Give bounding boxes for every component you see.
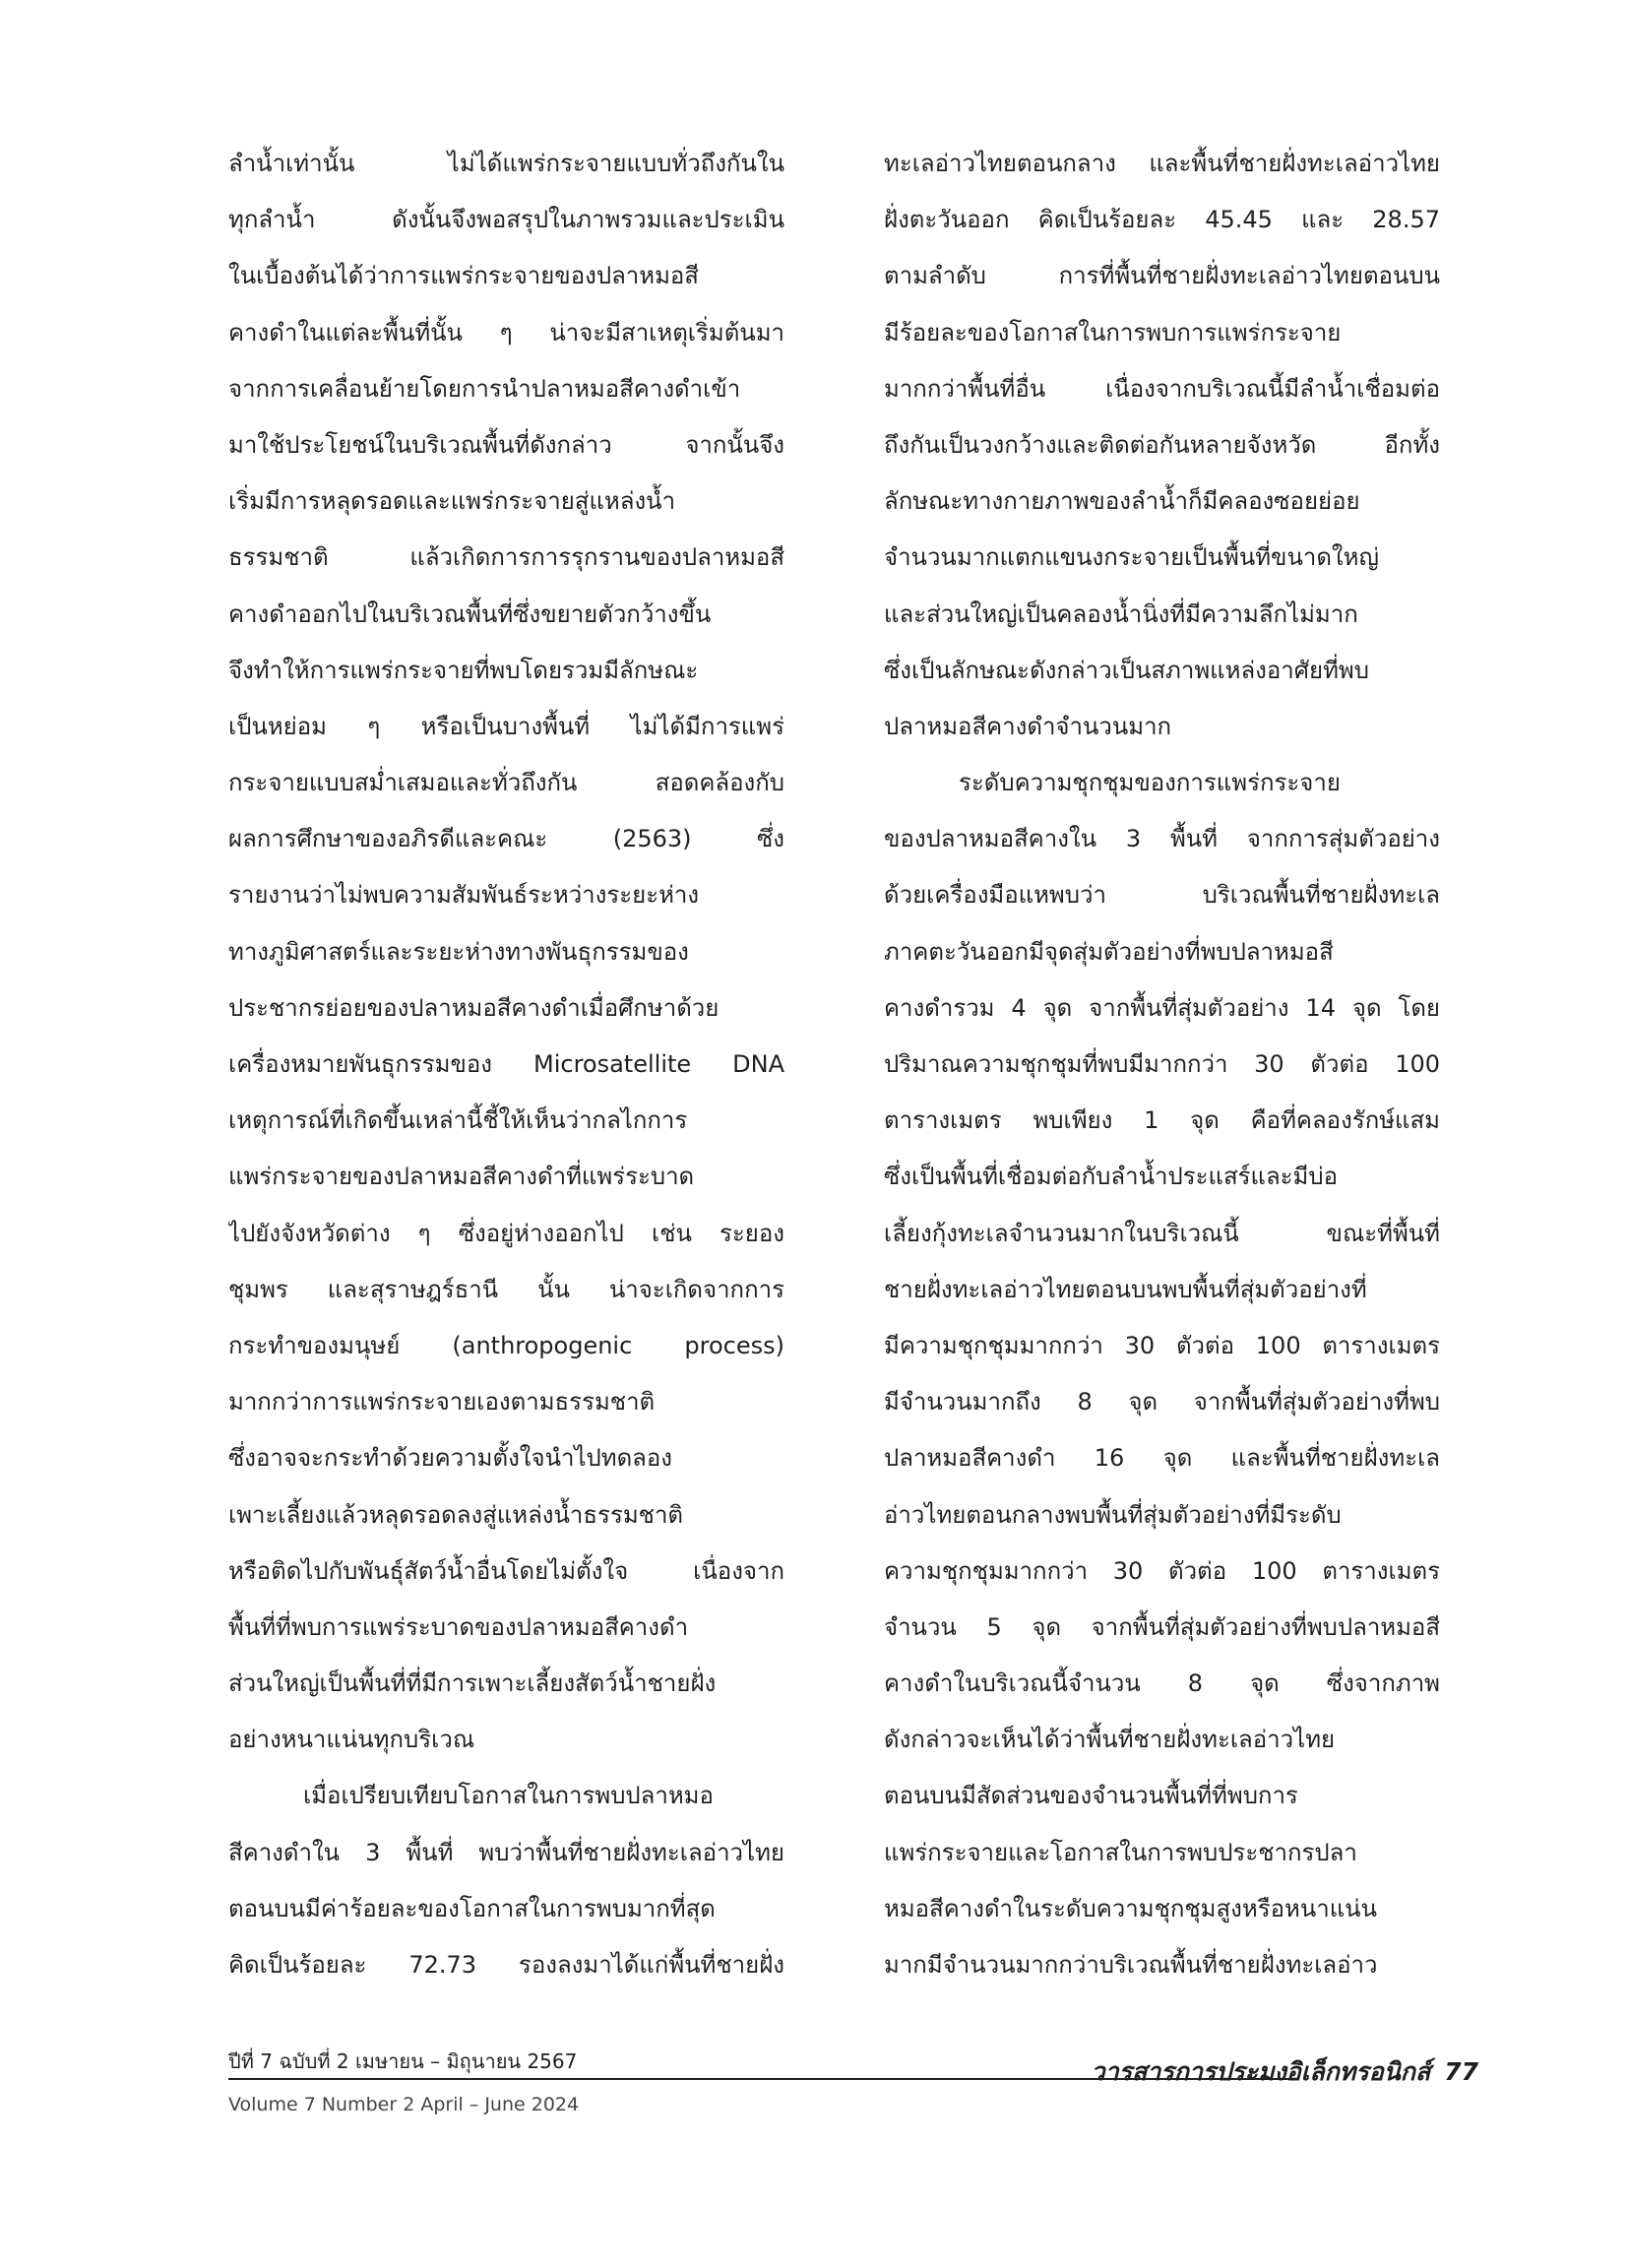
left-text-column	[228, 136, 784, 1993]
text-line: คางดำรวม 4 จุด จากพื้นที่สุ่มตัวอย่าง 14 จุด โดย	[884, 993, 1440, 1022]
text-line: จึงทำให้การแพร่กระจายที่พบโดยรวมมีลักษณะ	[228, 656, 699, 684]
text-line: หมอสีคางดำในระดับความชุกชุมสูงหรือหนาแน่น	[884, 1894, 1377, 1922]
text-line: รายงานว่าไม่พบความสัมพันธ์ระหว่างระยะห่าง	[228, 881, 700, 910]
text-line: คางดำในบริเวณนี้จำนวน 8 จุด ซึ่งจากภาพ	[884, 1670, 1440, 1698]
text-line: มาใช้ประโยชน์ในบริเวณพื้นที่ดังกล่าว จากนั้นจึง	[228, 430, 784, 459]
text-line: ทุกลำน้ำ ดังนั้นจึงพอสรุปในภาพรวมและประเมิน	[228, 206, 784, 234]
paragraph-end-line: ปลาหมอสีคางดำจำนวนมาก	[884, 712, 1172, 740]
text-line: ตามลำดับ การที่พื้นที่ชายฝั่งทะเลอ่าวไทยตอนบน	[884, 262, 1440, 290]
text-line: ของปลาหมอสีคางใน 3 พื้นที่ จากการสุ่มตัวอย่าง	[884, 825, 1440, 853]
volume-issue-thai: ปีที่ 7 ฉบับที่ 2 เมษายน – มิถุนายน 2567	[228, 2049, 578, 2073]
paragraph-end-line: อย่างหนาแน่นทุกบริเวณ	[228, 1726, 475, 1754]
text-line: พื้นที่ที่พบการแพร่ระบาดของปลาหมอสีคางดำ	[228, 1612, 689, 1641]
text-line: ทางภูมิศาสตร์และระยะห่างทางพันธุกรรมของ	[228, 937, 689, 966]
text-line: ไปยังจังหวัดต่าง ๆ ซึ่งอยู่ห่างออกไป เช่น ระยอง	[228, 1219, 784, 1247]
text-line: มากมีจำนวนมากกว่าบริเวณพื้นที่ชายฝั่งทะเลอ่าว	[884, 1951, 1378, 1979]
right-text-column	[884, 136, 1440, 1993]
text-line: กระจายแบบสม่ำเสมอและทั่วถึงกัน สอดคล้องกับ	[228, 769, 784, 797]
text-line: ในเบื้องต้นได้ว่าการแพร่กระจายของปลาหมอสี	[228, 262, 699, 290]
text-line: มากกว่าการแพร่กระจายเองตามธรรมชาติ	[228, 1388, 656, 1417]
text-line: ปริมาณความชุกชุมที่พบมีมากกว่า 30 ตัวต่อ 100	[884, 1050, 1440, 1078]
text-line: มีร้อยละของโอกาสในการพบการแพร่กระจาย	[884, 318, 1342, 346]
text-line: ทะเลอ่าวไทยตอนกลาง และพื้นที่ชายฝั่งทะเลอ่าวไทย	[884, 150, 1440, 177]
text-line: มากกว่าพื้นที่อื่น เนื่องจากบริเวณนี้มีลำน้ำเชื่อมต่อ	[884, 374, 1440, 403]
text-line: สีคางดำใน 3 พื้นที่ พบว่าพื้นที่ชายฝั่งทะเลอ่าวไทย	[228, 1838, 784, 1866]
text-line: เพาะเลี้ยงแล้วหลุดรอดลงสู่แหล่งน้ำธรรมชาติ	[228, 1500, 684, 1529]
text-line: เหตุการณ์ที่เกิดขึ้นเหล่านี้ชี้ให้เห็นว่ากลไกการ	[228, 1106, 688, 1135]
text-line: ผลการศึกษาของอภิรดีและคณะ (2563) ซึ่ง	[228, 825, 784, 853]
text-line: ฝั่งตะวันออก คิดเป็นร้อยละ 45.45 และ 28.57	[884, 206, 1440, 234]
text-line: คางดำออกไปในบริเวณพื้นที่ซึ่งขยายตัวกว้างขึ้น	[228, 599, 712, 628]
page-footer	[228, 2048, 1478, 2126]
paragraph-first-line: เมื่อเปรียบเทียบโอกาสในการพบปลาหมอ	[303, 1782, 714, 1810]
text-line: ปลาหมอสีคางดำ 16 จุด และพื้นที่ชายฝั่งทะเล	[884, 1444, 1440, 1473]
text-line: ถึงกันเป็นวงกว้างและติดต่อกันหลายจังหวัด อีกทั้ง	[884, 430, 1440, 459]
text-line: แพร่กระจายและโอกาสในการพบประชากรปลา	[884, 1838, 1357, 1866]
text-line: มีความชุกชุมมากกว่า 30 ตัวต่อ 100 ตารางเมตร	[884, 1331, 1440, 1359]
paragraph-first-line: ระดับความชุกชุมของการแพร่กระจาย	[959, 769, 1341, 797]
text-line: คิดเป็นร้อยละ 72.73 รองลงมาได้แก่พื้นที่ชายฝั่ง	[228, 1951, 784, 1979]
text-line: ซึ่งเป็นลักษณะดังกล่าวเป็นสภาพแหล่งอาศัยที่พบ	[884, 656, 1369, 684]
text-line: แพร่กระจายของปลาหมอสีคางดำที่แพร่ระบาด	[228, 1163, 695, 1191]
text-line: ลักษณะทางกายภาพของลำน้ำก็มีคลองซอยย่อย	[884, 487, 1360, 516]
text-line: ด้วยเครื่องมือแหพบว่า บริเวณพื้นที่ชายฝั่งทะเล	[884, 881, 1440, 910]
text-line: ความชุกชุมมากกว่า 30 ตัวต่อ 100 ตารางเมตร	[884, 1556, 1440, 1585]
volume-issue-english: Volume 7 Number 2 April – June 2024	[228, 2094, 580, 2115]
text-line: ซึ่งเป็นพื้นที่เชื่อมต่อกับลำน้ำประแสร์และมีบ่อ	[884, 1163, 1339, 1191]
text-line: ตารางเมตร พบเพียง 1 จุด คือที่คลองรักษ์แสม	[884, 1106, 1440, 1135]
text-line: ลำน้ำเท่านั้น ไม่ได้แพร่กระจายแบบทั่วถึงกันใน	[228, 150, 784, 177]
text-line: และส่วนใหญ่เป็นคลองน้ำนิ่งที่มีความลึกไม่มาก	[884, 599, 1358, 628]
text-line: ซึ่งอาจจะกระทำด้วยความตั้งใจนำไปทดลอง	[228, 1444, 672, 1473]
text-line: ส่วนใหญ่เป็นพื้นที่ที่มีการเพาะเลี้ยงสัตว์น้ำชายฝั่ง	[228, 1670, 717, 1698]
text-line: ชายฝั่งทะเลอ่าวไทยตอนบนพบพื้นที่สุ่มตัวอย่างที่	[884, 1275, 1367, 1303]
text-line: ชุมพร และสุราษฎร์ธานี นั้น น่าจะเกิดจากการ	[228, 1275, 784, 1303]
text-line: เครื่องหมายพันธุกรรมของ Microsatellite DNA	[228, 1050, 784, 1078]
journal-name: วารสารการประมงอิเล็กทรอนิกส์	[1091, 2057, 1431, 2086]
text-line: กระทำของมนุษย์ (anthropogenic process)	[228, 1331, 784, 1359]
text-line: ดังกล่าวจะเห็นได้ว่าพื้นที่ชายฝั่งทะเลอ่าวไทย	[884, 1726, 1336, 1754]
text-line: จำนวน 5 จุด จากพื้นที่สุ่มตัวอย่างที่พบปลาหมอสี	[884, 1612, 1440, 1641]
text-line: ธรรมชาติ แล้วเกิดการการรุกรานของปลาหมอสี	[228, 543, 784, 572]
text-line: จำนวนมากแตกแขนงกระจายเป็นพื้นที่ขนาดใหญ่	[884, 543, 1379, 572]
text-line: ตอนบนมีค่าร้อยละของโอกาสในการพบมากที่สุด	[228, 1894, 716, 1922]
text-line: ประชากรย่อยของปลาหมอสีคางดำเมื่อศึกษาด้วย	[228, 993, 720, 1022]
text-line: ภาคตะวันออกมีจุดสุ่มตัวอย่างที่พบปลาหมอสี	[884, 937, 1334, 966]
text-line: เป็นหย่อม ๆ หรือเป็นบางพื้นที่ ไม่ได้มีการแพร่	[228, 712, 784, 740]
text-line: เริ่มมีการหลุดรอดและแพร่กระจายสู่แหล่งน้ำ	[228, 487, 676, 516]
page-number: 77	[1444, 2057, 1478, 2086]
text-line: จากการเคลื่อนย้ายโดยการนำปลาหมอสีคางดำเข้า	[228, 374, 741, 403]
text-line: คางดำในแต่ละพื้นที่นั้น ๆ น่าจะมีสาเหตุเริ่มต้นมา	[228, 318, 784, 346]
text-line: หรือติดไปกับพันธุ์สัตว์น้ำอื่นโดยไม่ตั้งใจ เนื่องจาก	[228, 1556, 784, 1585]
text-line: ตอนบนมีสัดส่วนของจำนวนพื้นที่ที่พบการ	[884, 1782, 1298, 1810]
journal-running-title	[1092, 2055, 1478, 2089]
text-line: เลี้ยงกุ้งทะเลจำนวนมากในบริเวณนี้ ขณะที่พื้นที่	[884, 1219, 1440, 1247]
text-line: มีจำนวนมากถึง 8 จุด จากพื้นที่สุ่มตัวอย่างที่พบ	[884, 1388, 1440, 1417]
text-line: อ่าวไทยตอนกลางพบพื้นที่สุ่มตัวอย่างที่มีระดับ	[884, 1500, 1342, 1529]
